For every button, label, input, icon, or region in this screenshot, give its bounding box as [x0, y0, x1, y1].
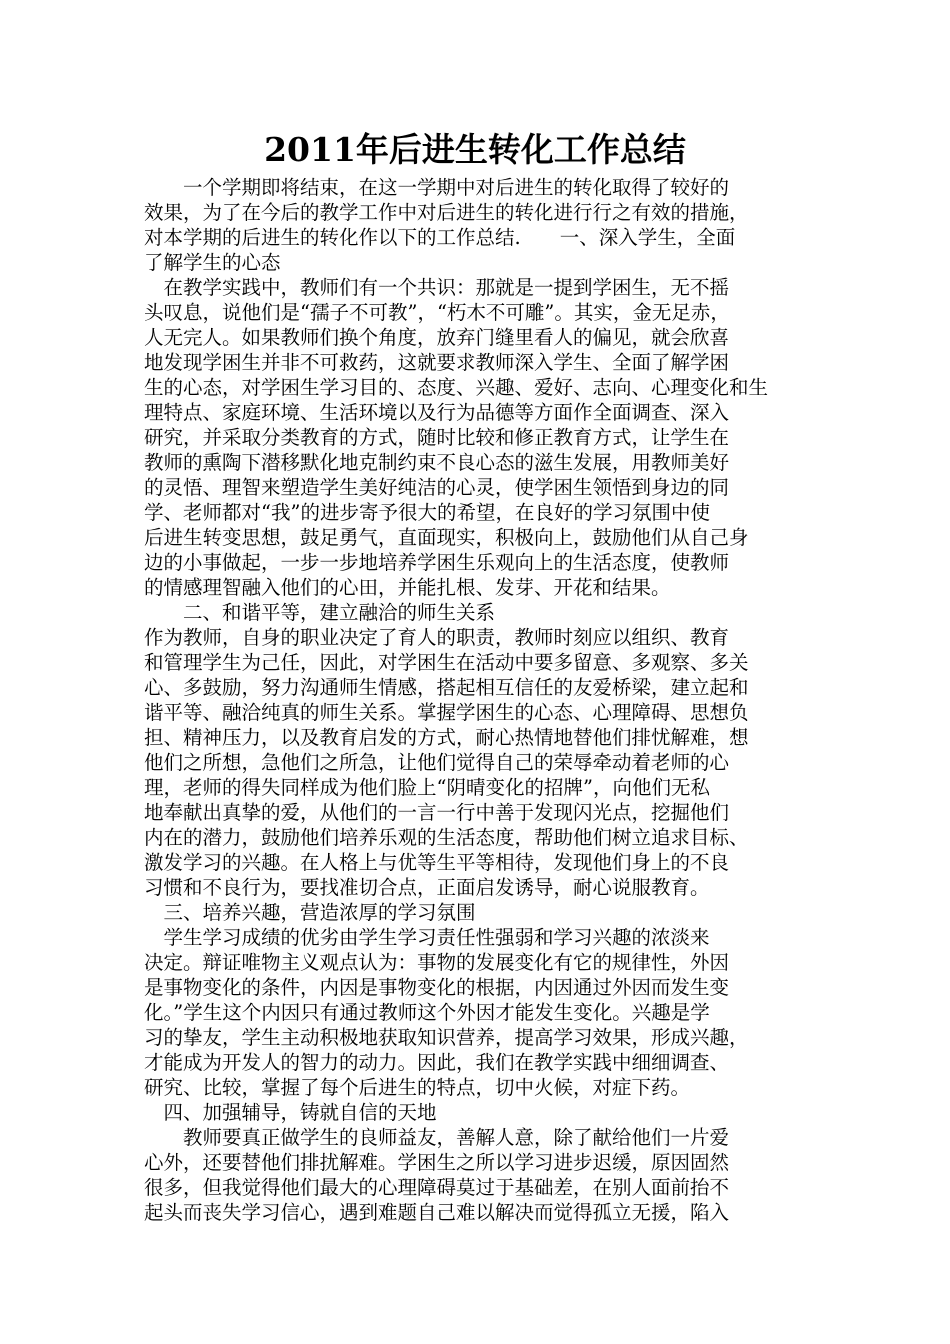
body-text-line: 在教学实践中，教师们有一个共识：那就是一提到学困生，无不摇	[144, 276, 730, 299]
body-text-line: 起头而丧失学习信心，遇到难题自己难以解决而觉得孤立无援，陷入	[144, 1201, 730, 1224]
body-text-line: 学生学习成绩的优劣由学生学习责任性强弱和学习兴趣的浓淡来	[144, 926, 710, 949]
body-text-line: 化。”学生这个内因只有通过教师这个外因才能发生变化。兴趣是学	[144, 1001, 710, 1024]
body-text-line: 教师要真正做学生的良师益友，善解人意，除了献给他们一片爱	[144, 1126, 730, 1149]
document-body	[144, 175, 824, 1225]
body-text-line: 习惯和不良行为，要找准切合点，正面启发诱导，耐心说服教育。	[144, 876, 710, 899]
body-text-line: 二、和谐平等，建立融洽的师生关系	[144, 601, 496, 624]
body-text-line: 研究，并采取分类教育的方式，随时比较和修正教育方式，让学生在	[144, 426, 730, 449]
body-text-line: 担、精神压力，以及教育启发的方式，耐心热情地替他们排忧解难，想	[144, 726, 749, 749]
body-text-line: 理，老师的得失同样成为他们脸上“阴晴变化的招牌”，向他们无私	[144, 776, 710, 799]
body-text-line: 理特点、家庭环境、生活环境以及行为品德等方面作全面调查、深入	[144, 401, 730, 424]
body-text-line: 后进生转变思想，鼓足勇气，直面现实，积极向上，鼓励他们从自己身	[144, 526, 749, 549]
body-text-line: 决定。辩证唯物主义观点认为：事物的发展变化有它的规律性，外因	[144, 951, 730, 974]
body-text-line: 和管理学生为己任，因此，对学困生在活动中要多留意、多观察、多关	[144, 651, 749, 674]
document-title: 2011年后进生转化工作总结	[264, 130, 686, 169]
body-text-line: 头叹息，说他们是“孺子不可教”，“朽木不可雕”。其实，金无足赤，	[144, 301, 730, 324]
body-text-line: 人无完人。如果教师们换个角度，放弃门缝里看人的偏见，就会欣喜	[144, 326, 730, 349]
body-text-line: 学、老师都对“我”的进步寄予很大的希望，在良好的学习氛围中使	[144, 501, 710, 524]
body-text-line: 习的挚友，学生主动积极地获取知识营养，提高学习效果，形成兴趣，	[144, 1026, 749, 1049]
body-text-line: 的灵悟、理智来塑造学生美好纯洁的心灵，使学困生领悟到身边的同	[144, 476, 730, 499]
body-text-line: 对本学期的后进生的转化作以下的工作总结. 一、深入学生，全面	[144, 226, 736, 249]
body-text-line: 一个学期即将结束，在这一学期中对后进生的转化取得了较好的	[144, 176, 730, 199]
body-text-line: 四、加强辅导，铸就自信的天地	[144, 1101, 437, 1124]
body-text-line: 教师的熏陶下潜移默化地克制约束不良心态的滋生发展，用教师美好	[144, 451, 730, 474]
body-text-line: 效果，为了在今后的教学工作中对后进生的转化进行行之有效的措施，	[144, 201, 749, 224]
body-text-line: 激发学习的兴趣。在人格上与优等生平等相待，发现他们身上的不良	[144, 851, 730, 874]
body-text-line: 才能成为开发人的智力的动力。因此，我们在教学实践中细细调查、	[144, 1051, 730, 1074]
body-text-line: 是事物变化的条件，内因是事物变化的根据，内因通过外因而发生变	[144, 976, 730, 999]
body-text-line: 的情感理智融入他们的心田，并能扎根、发芽、开花和结果。	[144, 576, 671, 599]
body-text-line: 地奉献出真挚的爱，从他们的一言一行中善于发现闪光点，挖掘他们	[144, 801, 730, 824]
body-text-line: 内在的潜力，鼓励他们培养乐观的生活态度，帮助他们树立追求目标、	[144, 826, 749, 849]
body-text-line: 作为教师，自身的职业决定了育人的职责，教师时刻应以组织、教育	[144, 626, 730, 649]
body-text-line: 了解学生的心态	[144, 251, 281, 274]
body-text-line: 心外，还要替他们排扰解难。学困生之所以学习进步迟缓，原因固然	[144, 1151, 730, 1174]
body-text-line: 很多，但我觉得他们最大的心理障碍莫过于基础差，在别人面前抬不	[144, 1176, 730, 1199]
body-text-line: 三、培养兴趣，营造浓厚的学习氛围	[144, 901, 476, 924]
body-text-line: 地发现学困生并非不可救药，这就要求教师深入学生、全面了解学困	[144, 351, 730, 374]
body-text-line: 他们之所想，急他们之所急，让他们觉得自己的荣辱牵动着老师的心	[144, 751, 730, 774]
body-text-line: 心、多鼓励，努力沟通师生情感，搭起相互信任的友爱桥梁，建立起和	[144, 676, 749, 699]
body-text-line: 谐平等、融洽纯真的师生关系。掌握学困生的心态、心理障碍、思想负	[144, 701, 749, 724]
body-text-line: 研究、比较，掌握了每个后进生的特点，切中火候，对症下药。	[144, 1076, 691, 1099]
body-text-line: 边的小事做起，一步一步地培养学困生乐观向上的生活态度，使教师	[144, 551, 730, 574]
body-text-line: 生的心态，对学困生学习目的、态度、兴趣、爱好、志向、心理变化和生	[144, 376, 769, 399]
